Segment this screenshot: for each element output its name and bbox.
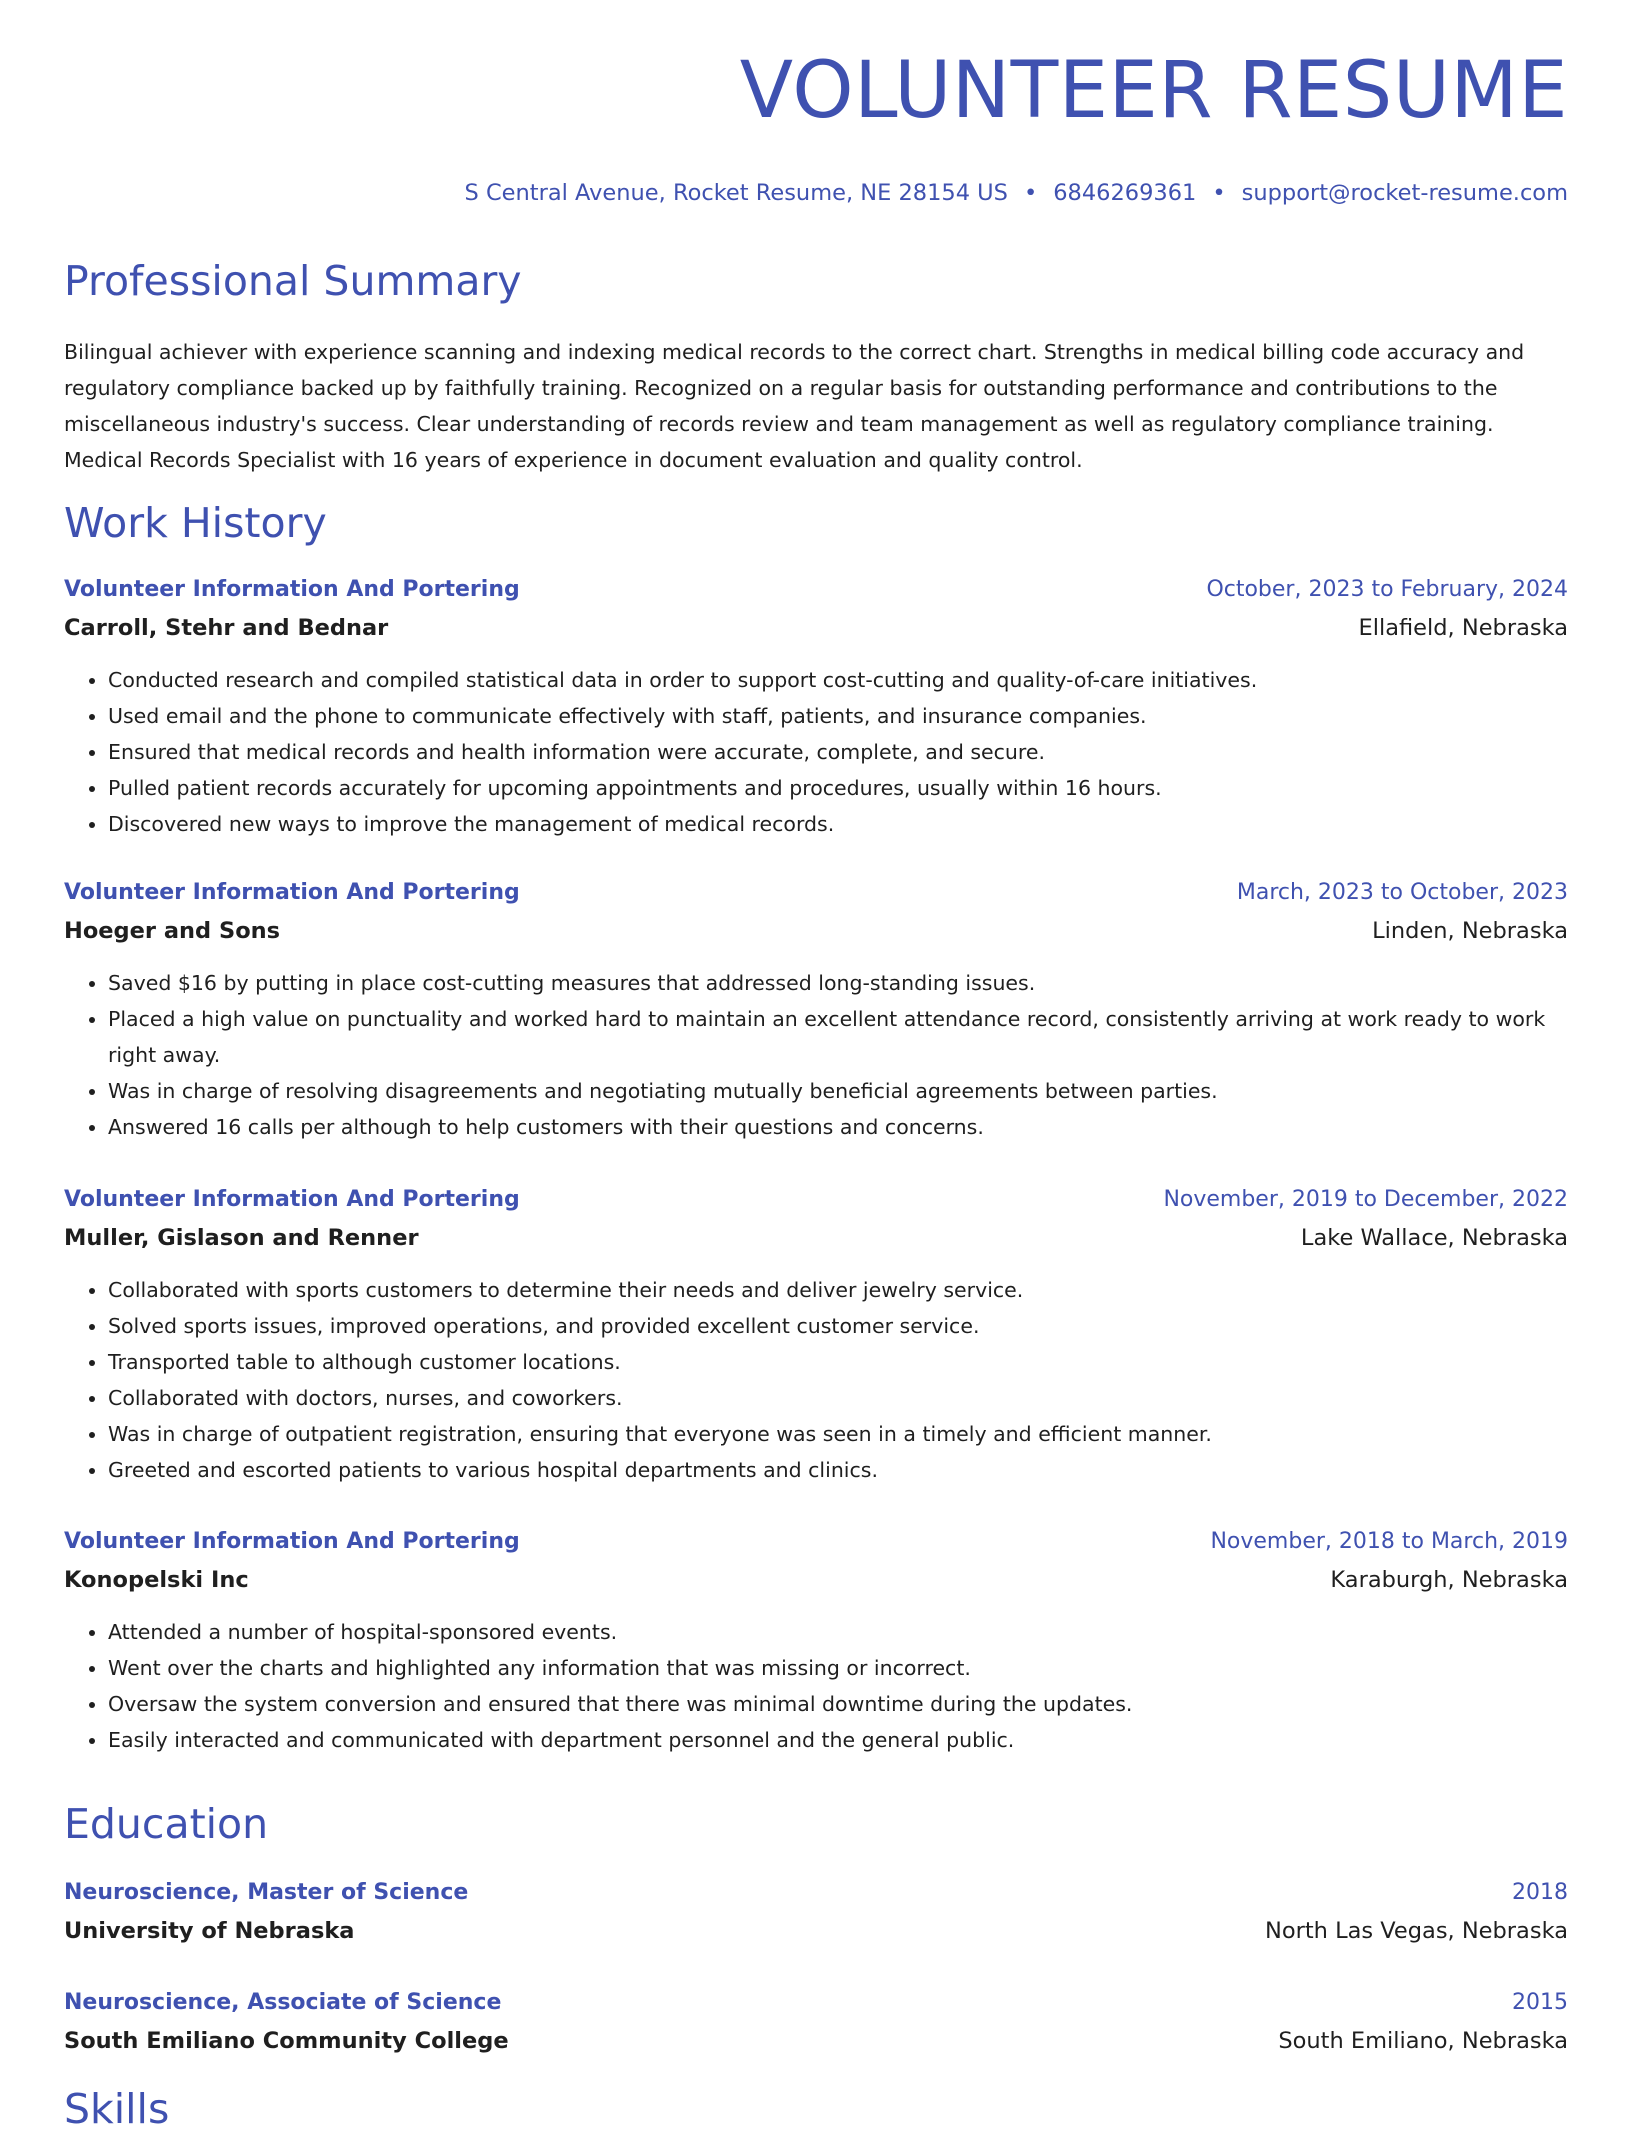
job-role: Volunteer Information And Portering xyxy=(64,1529,520,1554)
job-bullet: • Solved sports issues, improved operations, and provided excellent customer service. xyxy=(108,1308,1568,1344)
education-entry xyxy=(64,1985,1568,2061)
job-role: Volunteer Information And Portering xyxy=(64,1187,520,1212)
job-bullet: • Was in charge of outpatient registration, ensuring that everyone was seen in a timely and efficient manner. xyxy=(108,1416,1568,1452)
job-bullet: • Easily interacted and communicated with department personnel and the general public. xyxy=(108,1722,1568,1758)
job-location: Lake Wallace, Nebraska xyxy=(1300,1225,1568,1251)
separator-dot: • xyxy=(1212,180,1226,206)
job-bullet: • Conducted research and compiled statistical data in order to support cost-cutting and quality-of-care initiatives. xyxy=(108,662,1568,698)
job-bullet: • Ensured that medical records and health information were accurate, complete, and secure. xyxy=(108,734,1568,770)
job-bullets xyxy=(64,662,1568,842)
job-bullet: • Oversaw the system conversion and ensured that there was minimal downtime during the updates. xyxy=(108,1686,1568,1722)
job-bullet: • Collaborated with sports customers to determine their needs and deliver jewelry service. xyxy=(108,1272,1568,1308)
job-bullet: • Went over the charts and highlighted any information that was missing or incorrect. xyxy=(108,1650,1568,1686)
job-dates: November, 2018 to March, 2019 xyxy=(1210,1529,1568,1554)
job-company: Muller, Gislason and Renner xyxy=(64,1225,419,1251)
address-text: S Central Avenue, Rocket Resume, NE 28154 US xyxy=(464,180,1008,206)
education-degree: Neuroscience, Master of Science xyxy=(64,1880,469,1905)
separator-dot: • xyxy=(1023,180,1038,206)
education-degree: Neuroscience, Associate of Science xyxy=(64,1990,502,2015)
job-bullet: • Placed a high value on punctuality and worked hard to maintain an excellent attendance record, consistently arriving at work ready to work right away. xyxy=(108,1001,1568,1073)
education-year: 2018 xyxy=(1512,1880,1568,1905)
job-entry xyxy=(64,572,1568,842)
summary-text: Bilingual achiever with experience scanning and indexing medical records to the correct chart. Strengths in medical billing code accuracy and regulatory compliance backed up by faithfully training. Recognized on a regular basis for outstanding performance and contributions to the miscellaneous industry's success. Clear understanding of records review and team management as well as regulatory compliance training. Medical Records Specialist with 16 years of experience in document evaluation and quality control. xyxy=(64,340,1525,472)
phone-text: 6846269361 xyxy=(1053,180,1197,206)
job-company: Hoeger and Sons xyxy=(64,918,281,944)
skills-heading: Skills xyxy=(64,2085,170,2133)
job-bullet: • Answered 16 calls per although to help customers with their questions and concerns. xyxy=(108,1109,1568,1145)
education-school: University of Nebraska xyxy=(64,1918,355,1944)
job-location: Karaburgh, Nebraska xyxy=(1330,1567,1568,1593)
job-bullets xyxy=(64,1614,1568,1758)
job-dates: November, 2019 to December, 2022 xyxy=(1163,1187,1568,1212)
job-location: Ellafield, Nebraska xyxy=(1358,615,1568,641)
professional-summary-heading: Professional Summary xyxy=(64,257,522,305)
job-bullet: • Used email and the phone to communicate effectively with staff, patients, and insurance companies. xyxy=(108,698,1568,734)
job-dates: October, 2023 to February, 2024 xyxy=(1206,577,1568,602)
job-company: Carroll, Stehr and Bednar xyxy=(64,615,389,641)
job-bullet: • Pulled patient records accurately for upcoming appointments and procedures, usually within 16 hours. xyxy=(108,770,1568,806)
job-dates: March, 2023 to October, 2023 xyxy=(1236,880,1568,905)
education-location: South Emiliano, Nebraska xyxy=(1278,2028,1568,2054)
education-year: 2015 xyxy=(1512,1990,1568,2015)
job-company: Konopelski Inc xyxy=(64,1567,249,1593)
job-bullets xyxy=(64,965,1568,1145)
work-history-heading: Work History xyxy=(64,499,327,547)
job-bullets xyxy=(64,1272,1568,1488)
job-bullet: • Greeted and escorted patients to various hospital departments and clinics. xyxy=(108,1452,1568,1488)
job-entry xyxy=(64,1524,1568,1758)
job-bullet: • Discovered new ways to improve the management of medical records. xyxy=(108,806,1568,842)
job-entry xyxy=(64,875,1568,1145)
job-bullet: • Attended a number of hospital-sponsored events. xyxy=(108,1614,1568,1650)
job-bullet: • Was in charge of resolving disagreements and negotiating mutually beneficial agreements between parties. xyxy=(108,1073,1568,1109)
resume-title: VOLUNTEER RESUME xyxy=(739,46,1568,136)
job-location: Linden, Nebraska xyxy=(1372,918,1568,944)
job-entry xyxy=(64,1182,1568,1488)
education-entry xyxy=(64,1875,1568,1951)
education-location: North Las Vegas, Nebraska xyxy=(1264,1918,1568,1944)
education-heading: Education xyxy=(64,1800,269,1848)
job-bullet: • Transported table to although customer locations. xyxy=(108,1344,1568,1380)
contact-line xyxy=(465,180,1568,207)
resume-page xyxy=(64,0,1568,2133)
job-bullet: • Collaborated with doctors, nurses, and coworkers. xyxy=(108,1380,1568,1416)
email-link[interactable]: support@rocket-resume.com xyxy=(1241,180,1568,206)
job-bullet: • Saved $16 by putting in place cost-cutting measures that addressed long-standing issues. xyxy=(108,965,1568,1001)
job-role: Volunteer Information And Portering xyxy=(64,577,520,602)
education-school: South Emiliano Community College xyxy=(64,2028,509,2054)
job-role: Volunteer Information And Portering xyxy=(64,880,520,905)
